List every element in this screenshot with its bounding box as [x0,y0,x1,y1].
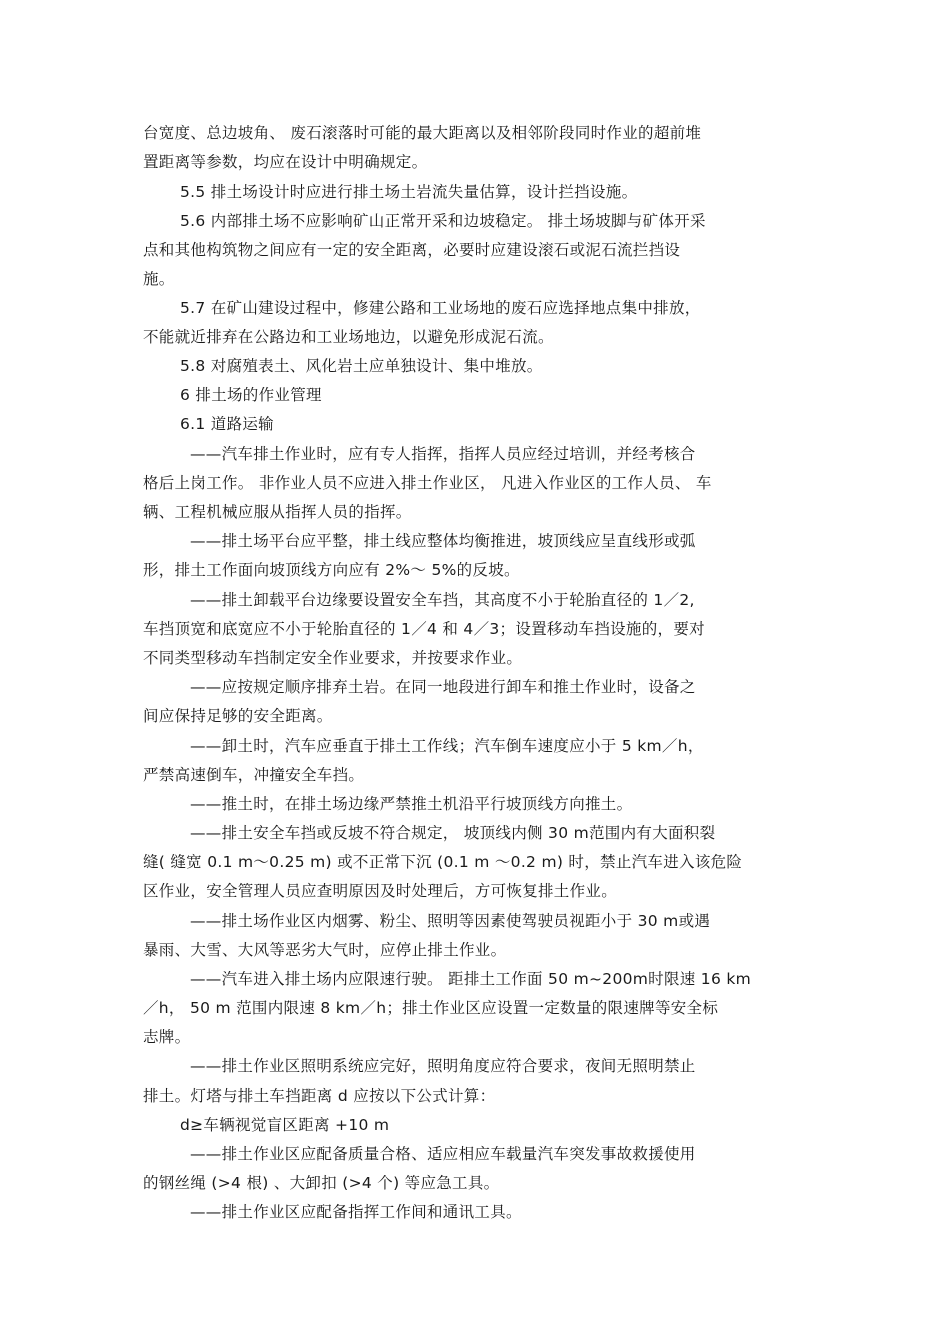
bullet-item: ——排土场作业区内烟雾、粉尘、照明等因素使驾驶员视距小于 30 m或遇 [190,912,711,930]
paragraph-line: 排土。灯塔与排土车挡距离 d 应按以下公式计算： [143,1087,496,1105]
clause-5-8: 5.8 对腐殖表土、风化岩土应单独设计、集中堆放。 [180,357,543,375]
bullet-item: ——汽车排土作业时，应有专人指挥，指挥人员应经过培训，并经考核合 [190,445,696,463]
bullet-item: ——排土作业区应配备质量合格、适应相应车载量汽车突发事故救援使用 [190,1145,696,1163]
paragraph-line: 车挡顶宽和底宽应不小于轮胎直径的 1／4 和 4／3；设置移动车挡设施的，要对 [143,620,705,638]
clause-5-5: 5.5 排土场设计时应进行排土场土岩流失量估算，设计拦挡设施。 [180,183,638,201]
paragraph-line: 辆、工程机械应服从指挥人员的指挥。 [143,503,412,521]
paragraph-line: 间应保持足够的安全距离。 [143,707,333,725]
bullet-item: ——排土场平台应平整，排土线应整体均衡推进，坡顶线应呈直线形或弧 [190,532,696,550]
paragraph-line: 不同类型移动车挡制定安全作业要求，并按要求作业。 [143,649,523,667]
paragraph-line: 格后上岗工作。 非作业人员不应进入排土作业区， 凡进入作业区的工作人员、 车 [143,474,712,492]
paragraph-line: 暴雨、大雪、大风等恶劣大气时，应停止排土作业。 [143,941,507,959]
paragraph-line: 严禁高速倒车，冲撞安全车挡。 [143,766,365,784]
bullet-item: ——应按规定顺序排弃土岩。在同一地段进行卸车和推土作业时，设备之 [190,678,696,696]
clause-6-1-heading: 6.1 道路运输 [180,415,274,433]
paragraph-line: 点和其他构筑物之间应有一定的安全距离，必要时应建设滚石或泥石流拦挡设 [143,241,681,259]
bullet-item: ——卸土时，汽车应垂直于排土工作线；汽车倒车速度应小于 5 km／h， [190,737,704,755]
paragraph-line: 的钢丝绳 (>4 根) 、大卸扣 (>4 个) 等应急工具。 [143,1174,500,1192]
paragraph-line: ／h， 50 m 范围内限速 8 km／h；排土作业区应设置一定数量的限速牌等安全标 [143,999,719,1017]
paragraph-line: 区作业，安全管理人员应查明原因及时处理后，方可恢复排土作业。 [143,882,618,900]
paragraph-line: 形，排土工作面向坡顶线方向应有 2%～ 5%的反坡。 [143,561,520,579]
clause-5-6: 5.6 内部排土场不应影响矿山正常开采和边坡稳定。 排土场坡脚与矿体开采 [180,212,706,230]
section-6-heading: 6 排土场的作业管理 [180,386,322,404]
bullet-item: ——排土作业区应配备指挥工作间和通讯工具。 [190,1203,522,1221]
clause-5-7: 5.7 在矿山建设过程中，修建公路和工业场地的废石应选择地点集中排放， [180,299,701,317]
bullet-item: ——排土卸载平台边缘要设置安全车挡，其高度不小于轮胎直径的 1／2, [190,591,695,609]
paragraph-line: 施。 [143,270,175,288]
bullet-item: ——排土安全车挡或反坡不符合规定， 坡顶线内侧 30 m范围内有大面积裂 [190,824,716,842]
bullet-item: ——汽车进入排土场内应限速行驶。 距排土工作面 50 m~200m时限速 16 km [190,970,752,988]
paragraph-line: 台宽度、总边坡角、 废石滚落时可能的最大距离以及相邻阶段同时作业的超前堆 [143,124,702,142]
bullet-item: ——排土作业区照明系统应完好，照明角度应符合要求，夜间无照明禁止 [190,1057,696,1075]
paragraph-line: 缝( 缝宽 0.1 m～0.25 m) 或不正常下沉 (0.1 m ～0.2 m) 时，禁止汽车进入该危险 [143,853,743,871]
paragraph-line: 置距离等参数，均应在设计中明确规定。 [143,153,428,171]
bullet-item: ——推土时，在排土场边缘严禁推土机沿平行坡顶线方向推土。 [190,795,633,813]
paragraph-line: 志牌。 [143,1028,191,1046]
paragraph-line: 不能就近排弃在公路边和工业场地边，以避免形成泥石流。 [143,328,554,346]
formula-line: d≥车辆视觉盲区距离 +10 m [180,1116,390,1134]
